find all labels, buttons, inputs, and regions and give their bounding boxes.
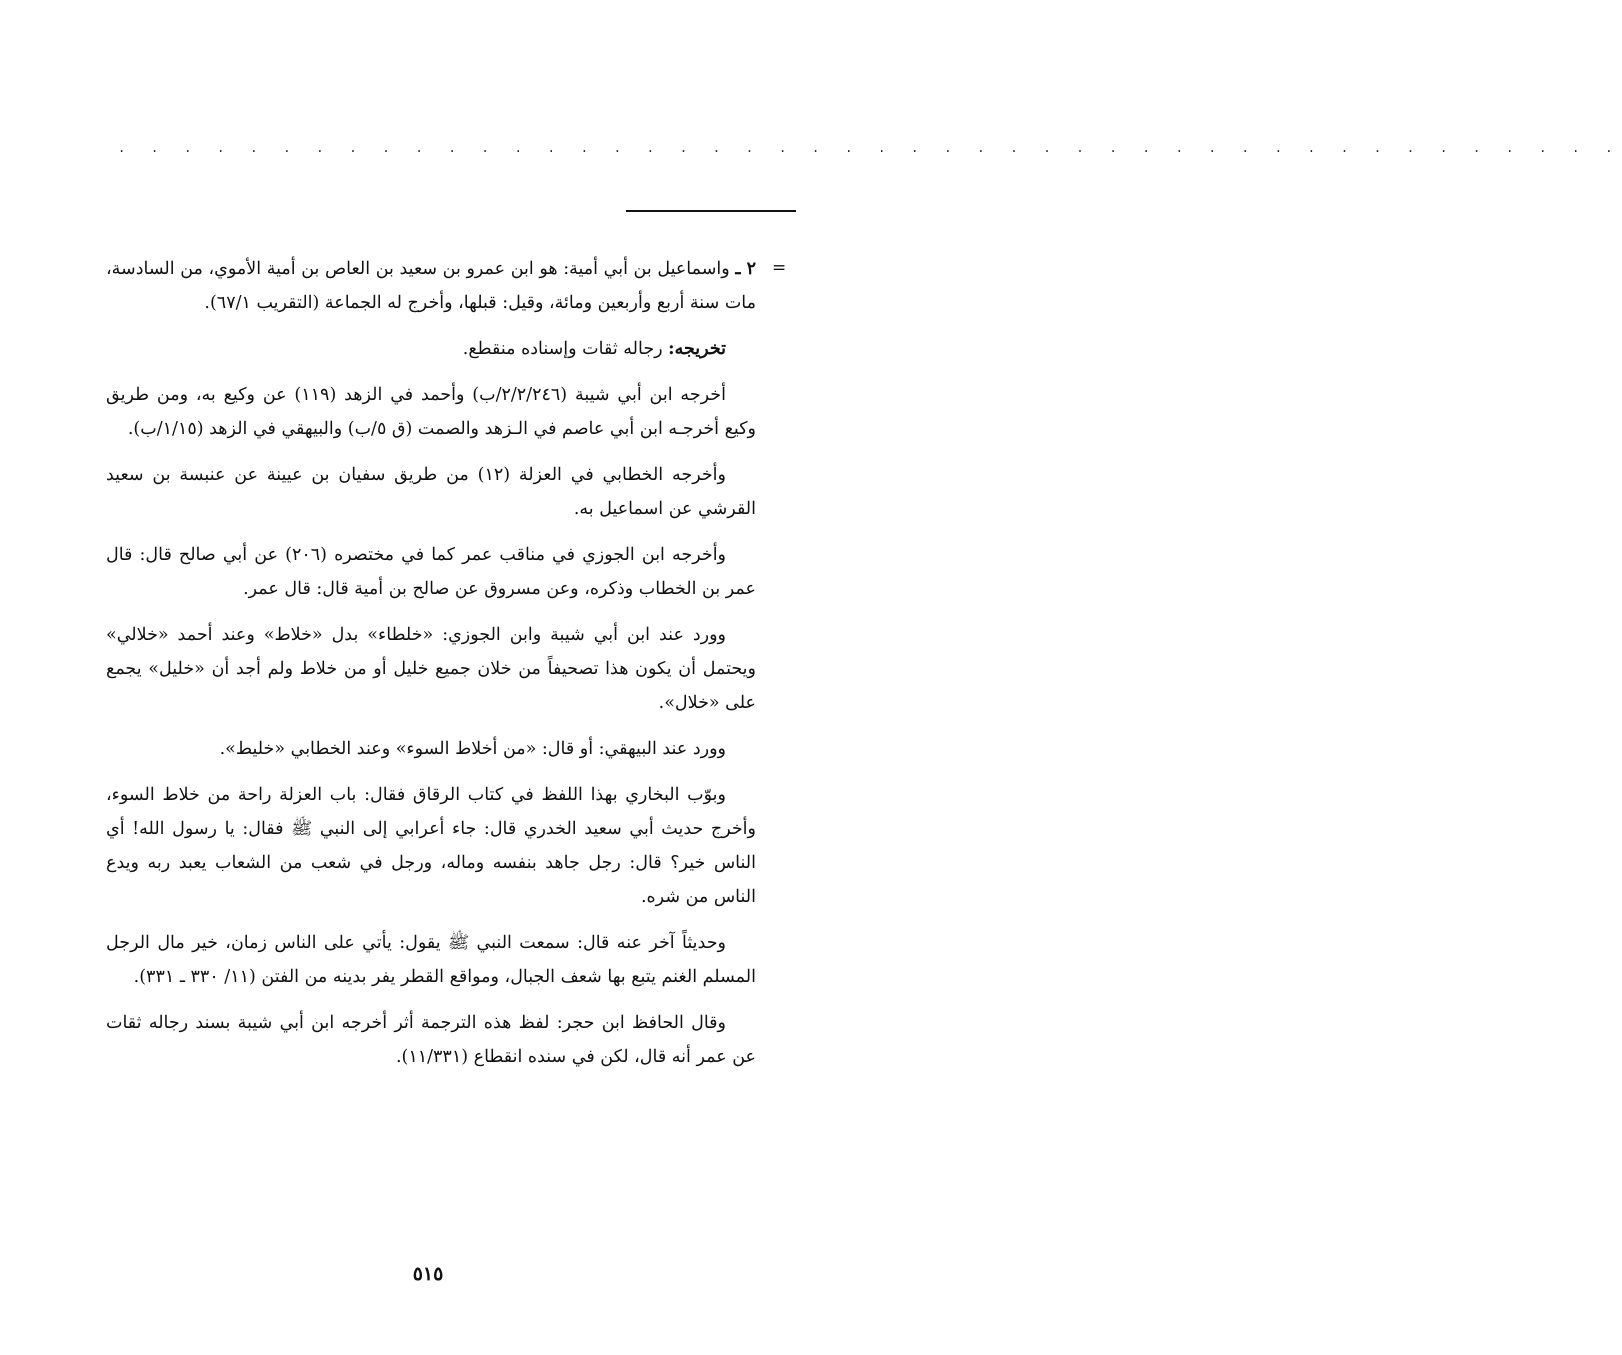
paragraph: وأخرجه الخطابي في العزلة (١٢) من طريق سفيان بن عيينة عن عنبسة بن سعيد القرشي عن اسماعيل به. [106, 465, 756, 519]
takhrij-text: رجاله ثقات وإسناده منقطع. [462, 339, 669, 359]
separator-dots: . . . . . . . . . . . . . . . . . . . . . . . . . . . . . . . . . . . . . . . . . . . . . . [118, 141, 1622, 155]
page-number: ٥١٥ [412, 1263, 444, 1285]
paragraph: وقال الحافظ ابن حجر: لفظ هذه الترجمة أثر أخرجه ابن أبي شيبة بسند رجاله ثقات عن عمر أنه قال، لكن في سنده انقطاع (١١/٣٣١). [106, 1013, 756, 1067]
footnote-rule [626, 210, 796, 212]
footnote-entry [106, 252, 756, 320]
footnote-body [106, 252, 756, 1086]
takhrij-line [106, 332, 756, 366]
paragraph: وبوّب البخاري بهذا اللفظ في كتاب الرقاق فقال: باب العزلة راحة من خلاط السوء، وأخرج حديث أبي سعيد الخدري قال: جاء أعرابي إلى النبي ﷺ فقال: يا رسول الله! أي الناس خير؟ قال: رجل جاهد بنفسه وماله، ورجل في شعب من الشعاب يعبد ربه ويدع الناس من شره. [106, 785, 756, 907]
footnote-text: واسماعيل بن أبي أمية: هو ابن عمرو بن سعيد بن العاص بن أمية الأموي، من السادسة، مات سنة أربع وأربعين ومائة، وقيل: قبلها، وأخرج له الجماعة (التقريب ٦٧/١). [106, 259, 756, 313]
paragraph: أخرجه ابن أبي شيبة (٢/٢/٢٤٦/ب) وأحمد في الزهد (١١٩) عن وكيع به، ومن طريق وكيع أخرجـه ابن أبي عاصم في الـزهد والصمت (ق ٥/ب) والبيهقي في الزهد (١/١٥/ب). [106, 385, 756, 439]
footnote-number: ٢ ـ [735, 259, 756, 279]
takhrij-label: تخريجه: [668, 339, 726, 359]
paragraph: وورد عند ابن أبي شيبة وابن الجوزي: «خلطاء» بدل «خلاط» وعند أحمد «خلالي» ويحتمل أن يكون هذا تصحيفاً من خلان جميع خليل أو من خلاط ولم أجد أن «خليل» يجمع على «خلال». [106, 625, 756, 713]
paragraph: وأخرجه ابن الجوزي في مناقب عمر كما في مختصره (٢٠٦) عن أبي صالح قال: قال عمر بن الخطاب وذكره، وعن مسروق عن صالح بن أمية قال: قال عمر. [106, 545, 756, 599]
paragraph: وحديثاً آخر عنه قال: سمعت النبي ﷺ يقول: يأتي على الناس زمان، خير مال الرجل المسلم الغنم يتبع بها شعف الجبال، ومواقع القطر يفر بدينه من الفتن (١١/ ٣٣٠ ـ ٣٣١). [106, 933, 756, 987]
paragraph: وورد عند البيهقي: أو قال: «من أخلاط السوء» وعند الخطابي «خليط». [219, 739, 726, 759]
continuation-mark: = [772, 258, 787, 278]
